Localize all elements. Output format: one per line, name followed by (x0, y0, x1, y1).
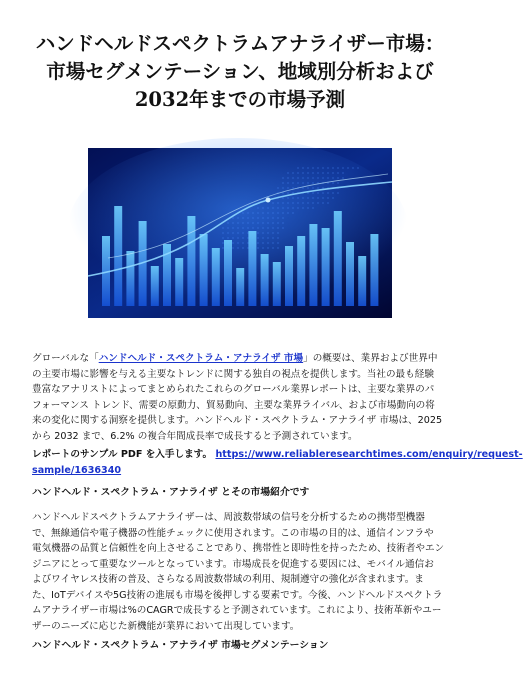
map-dot (262, 247, 264, 249)
map-dot (257, 217, 259, 219)
map-dot (272, 232, 274, 234)
map-dot (327, 177, 329, 179)
map-dot (302, 207, 304, 209)
hero-bar (334, 211, 342, 306)
map-dot (342, 172, 344, 174)
map-dot (327, 172, 329, 174)
sample-label: レポートのサンプル PDF を入手します。 (32, 449, 213, 460)
map-dot (262, 242, 264, 244)
map-dot (267, 247, 269, 249)
map-dot (322, 177, 324, 179)
body-line: よびワイヤレス技術の普及、さらなる周波数帯域の利用、規制遵守の強化が含まれます。ま (32, 574, 424, 585)
map-dot (232, 227, 234, 229)
map-dot (322, 192, 324, 194)
map-dot (282, 217, 284, 219)
map-dot (257, 242, 259, 244)
map-dot (297, 207, 299, 209)
map-dot (332, 167, 334, 169)
map-dot (232, 237, 234, 239)
map-dot (237, 222, 239, 224)
map-dot (277, 237, 279, 239)
map-dot (292, 207, 294, 209)
hero-bar (236, 268, 244, 306)
map-dot (222, 247, 224, 249)
map-dot (282, 222, 284, 224)
map-dot (322, 167, 324, 169)
market-link[interactable]: ハンドヘルド・スペクトラム・アナライザ 市場 (98, 353, 304, 364)
map-dot (272, 202, 274, 204)
map-dot (312, 187, 314, 189)
map-dot (237, 242, 239, 244)
map-dot (277, 207, 279, 209)
map-dot (222, 237, 224, 239)
map-dot (347, 167, 349, 169)
map-dot (222, 227, 224, 229)
map-dot (307, 202, 309, 204)
map-dot (262, 227, 264, 229)
map-dot (297, 167, 299, 169)
map-dot (252, 222, 254, 224)
map-dot (222, 242, 224, 244)
map-dot (322, 172, 324, 174)
map-dot (287, 197, 289, 199)
hero-bar (126, 251, 134, 306)
map-dot (222, 232, 224, 234)
map-dot (262, 237, 264, 239)
hero-bar (248, 231, 256, 306)
hero-bar (285, 246, 293, 306)
map-dot (232, 232, 234, 234)
map-dot (297, 202, 299, 204)
map-dot (317, 197, 319, 199)
intro-line-6: から 2032 まで、6.2% の複合年間成長率で成長すると予測されています。 (32, 430, 358, 442)
map-dot (227, 232, 229, 234)
map-dot (292, 172, 294, 174)
map-dot (282, 187, 284, 189)
map-dot (277, 222, 279, 224)
intro-line-5: 来の変化に関する洞察を提供します。ハンドヘルド・スペクトラム・アナライザ 市場は、2025 (32, 415, 443, 426)
map-dot (332, 172, 334, 174)
map-dot (357, 167, 359, 169)
map-dot (262, 207, 264, 209)
map-dot (277, 227, 279, 229)
map-dot (242, 232, 244, 234)
map-dot (312, 182, 314, 184)
intro-line-3: 豊富なアナリストによってまとめられたこれらのグローバル業界レポートは、主要な業界のパ (32, 384, 435, 395)
map-dot (292, 182, 294, 184)
map-dot (227, 227, 229, 229)
map-dot (247, 212, 249, 214)
map-dot (287, 202, 289, 204)
map-dot (307, 187, 309, 189)
sample-url-link-cont[interactable]: sample/1636340 (32, 464, 122, 476)
map-dot (297, 182, 299, 184)
map-dot (272, 237, 274, 239)
map-dot (317, 167, 319, 169)
map-dot (342, 177, 344, 179)
map-dot (292, 212, 294, 214)
map-dot (272, 242, 274, 244)
section-body (32, 510, 452, 634)
map-dot (297, 197, 299, 199)
map-dot (262, 222, 264, 224)
map-dot (262, 212, 264, 214)
map-dot (237, 232, 239, 234)
map-dot (307, 167, 309, 169)
map-dot (277, 212, 279, 214)
map-dot (272, 247, 274, 249)
body-line: ムアナライザー市場は%のCAGRで成長すると予測されています。これにより、技術革新やユー (32, 605, 442, 616)
map-dot (317, 172, 319, 174)
title-line-2: 市場セグメンテーション、地域別分析および (46, 60, 434, 83)
hero-bar (297, 236, 305, 306)
map-dot (282, 202, 284, 204)
hero-bar (200, 234, 208, 306)
sample-line-2 (32, 463, 452, 479)
map-dot (327, 202, 329, 204)
map-dot (257, 237, 259, 239)
hero-bar (224, 240, 232, 306)
map-dot (332, 192, 334, 194)
map-dot (302, 172, 304, 174)
map-dot (327, 197, 329, 199)
section-heading-intro: ハンドヘルド・スペクトラム・アナライザ とその市場紹介です (32, 487, 310, 498)
map-dot (237, 237, 239, 239)
map-dot (312, 197, 314, 199)
map-dot (282, 212, 284, 214)
map-dot (287, 172, 289, 174)
map-dot (307, 182, 309, 184)
map-dot (312, 192, 314, 194)
map-dot (287, 187, 289, 189)
map-dot (247, 227, 249, 229)
map-dot (287, 182, 289, 184)
sample-line-1 (32, 447, 523, 463)
sample-url-link[interactable]: https://www.reliableresearchtimes.com/enquiry/request- (215, 449, 523, 460)
map-dot (247, 217, 249, 219)
map-dot (292, 202, 294, 204)
hero-bar (358, 256, 366, 306)
map-dot (262, 217, 264, 219)
hero-bar (322, 228, 330, 306)
hero-bar (187, 216, 195, 306)
map-dot (242, 222, 244, 224)
map-dot (267, 212, 269, 214)
map-dot (282, 182, 284, 184)
map-dot (257, 222, 259, 224)
map-dot (312, 202, 314, 204)
map-dot (257, 247, 259, 249)
map-dot (287, 192, 289, 194)
map-dot (242, 242, 244, 244)
map-dot (277, 217, 279, 219)
map-dot (257, 212, 259, 214)
map-dot (227, 237, 229, 239)
map-dot (312, 172, 314, 174)
map-dot (302, 177, 304, 179)
map-dot (277, 242, 279, 244)
hero-bar (346, 242, 354, 306)
map-dot (337, 172, 339, 174)
map-dot (332, 197, 334, 199)
intro-prefix: グローバルな「 (32, 353, 99, 364)
hero-bar (175, 258, 183, 306)
map-dot (332, 177, 334, 179)
map-dot (272, 217, 274, 219)
map-dot (287, 212, 289, 214)
map-dot (332, 182, 334, 184)
map-dot (297, 177, 299, 179)
map-dot (307, 207, 309, 209)
map-dot (297, 172, 299, 174)
body-line: で、無線通信や電子機器の性能チェックに使用されます。この市場の目的は、通信インフラや (32, 527, 434, 539)
map-dot (312, 177, 314, 179)
intro-line-2: の主要市場に影響を与える主要なトレンドに関する独自の視点を提供します。当社の最も経験 (32, 368, 434, 380)
map-dot (257, 227, 259, 229)
map-dot (307, 197, 309, 199)
hero-image (88, 148, 392, 318)
map-dot (232, 217, 234, 219)
intro-line-4: フォーマンス トレンド、需要の原動力、貿易動向、主要な業界ライバル、および市場動向の将 (32, 399, 435, 411)
map-dot (267, 242, 269, 244)
intro-suffix: 」の概要は、業界および世界中 (303, 353, 438, 364)
map-dot (302, 197, 304, 199)
hero-bar (370, 234, 378, 306)
map-dot (327, 167, 329, 169)
map-dot (322, 197, 324, 199)
map-dot (267, 207, 269, 209)
map-dot (242, 237, 244, 239)
map-dot (292, 177, 294, 179)
map-dot (337, 192, 339, 194)
map-dot (267, 222, 269, 224)
map-dot (272, 207, 274, 209)
map-dot (277, 247, 279, 249)
map-dot (252, 212, 254, 214)
map-dot (282, 197, 284, 199)
map-dot (272, 222, 274, 224)
map-dot (267, 217, 269, 219)
map-dot (242, 247, 244, 249)
map-dot (302, 182, 304, 184)
map-dot (267, 237, 269, 239)
map-dot (237, 227, 239, 229)
hero-bar (273, 262, 281, 306)
body-line: ハンドヘルドスペクトラムアナライザーは、周波数帯域の信号を分析するための携帯型機器 (32, 512, 425, 523)
map-dot (257, 207, 259, 209)
map-dot (237, 217, 239, 219)
sample-request (32, 447, 523, 478)
bar-chart-graphic-icon (88, 148, 392, 318)
map-dot (252, 227, 254, 229)
title-line-3: 2032年までの市場予測 (134, 88, 346, 111)
map-dot (252, 217, 254, 219)
map-dot (307, 177, 309, 179)
map-dot (337, 167, 339, 169)
map-dot (277, 232, 279, 234)
map-dot (287, 177, 289, 179)
section-heading-segmentation: ハンドヘルド・スペクトラム・アナライザ 市場セグメンテーション (32, 640, 329, 651)
map-dot (282, 177, 284, 179)
map-dot (267, 227, 269, 229)
map-dot (242, 227, 244, 229)
map-dot (337, 177, 339, 179)
map-dot (292, 197, 294, 199)
map-dot (302, 202, 304, 204)
hero-bar (261, 254, 269, 306)
map-dot (352, 167, 354, 169)
hero-bar (151, 266, 159, 306)
map-dot (242, 217, 244, 219)
map-dot (307, 172, 309, 174)
map-dot (272, 212, 274, 214)
intro-paragraph (32, 351, 452, 444)
title-line-1: ハンドヘルドスペクトラムアナライザー市場： (35, 32, 445, 55)
map-dot (247, 222, 249, 224)
map-dot (317, 192, 319, 194)
map-dot (337, 182, 339, 184)
map-dot (282, 207, 284, 209)
map-dot (327, 192, 329, 194)
body-line: た、IoTデバイスや5G技術の進展も市場を後押しする要素です。今後、ハンドヘルドスペクトラ (32, 589, 443, 601)
intro-line-1 (32, 351, 452, 367)
body-line: ジニアにとって重要なツールとなっています。市場成長を促進する要因には、モバイル通信お (32, 558, 434, 570)
page-title (20, 30, 460, 114)
body-line: ザーのニーズに応じた新機能が業界において出現しています。 (32, 620, 300, 632)
map-dot (277, 187, 279, 189)
map-dot (282, 227, 284, 229)
map-dot (312, 167, 314, 169)
hero-bar (309, 224, 317, 306)
map-dot (277, 202, 279, 204)
map-dot (242, 212, 244, 214)
map-dot (232, 247, 234, 249)
map-dot (317, 177, 319, 179)
map-dot (237, 247, 239, 249)
map-dot (262, 232, 264, 234)
map-dot (342, 167, 344, 169)
map-dot (302, 167, 304, 169)
map-dot (232, 242, 234, 244)
map-dot (232, 222, 234, 224)
body-line: 電気機器の品質と信頼性を向上させることであり、携帯性と即時性を持ったため、技術者やエン (32, 543, 445, 554)
map-dot (227, 222, 229, 224)
map-dot (287, 207, 289, 209)
map-dot (317, 187, 319, 189)
map-dot (257, 232, 259, 234)
hero-bar (212, 248, 220, 306)
map-dot (317, 202, 319, 204)
map-dot (322, 202, 324, 204)
map-dot (267, 232, 269, 234)
map-dot (272, 227, 274, 229)
map-dot (312, 207, 314, 209)
